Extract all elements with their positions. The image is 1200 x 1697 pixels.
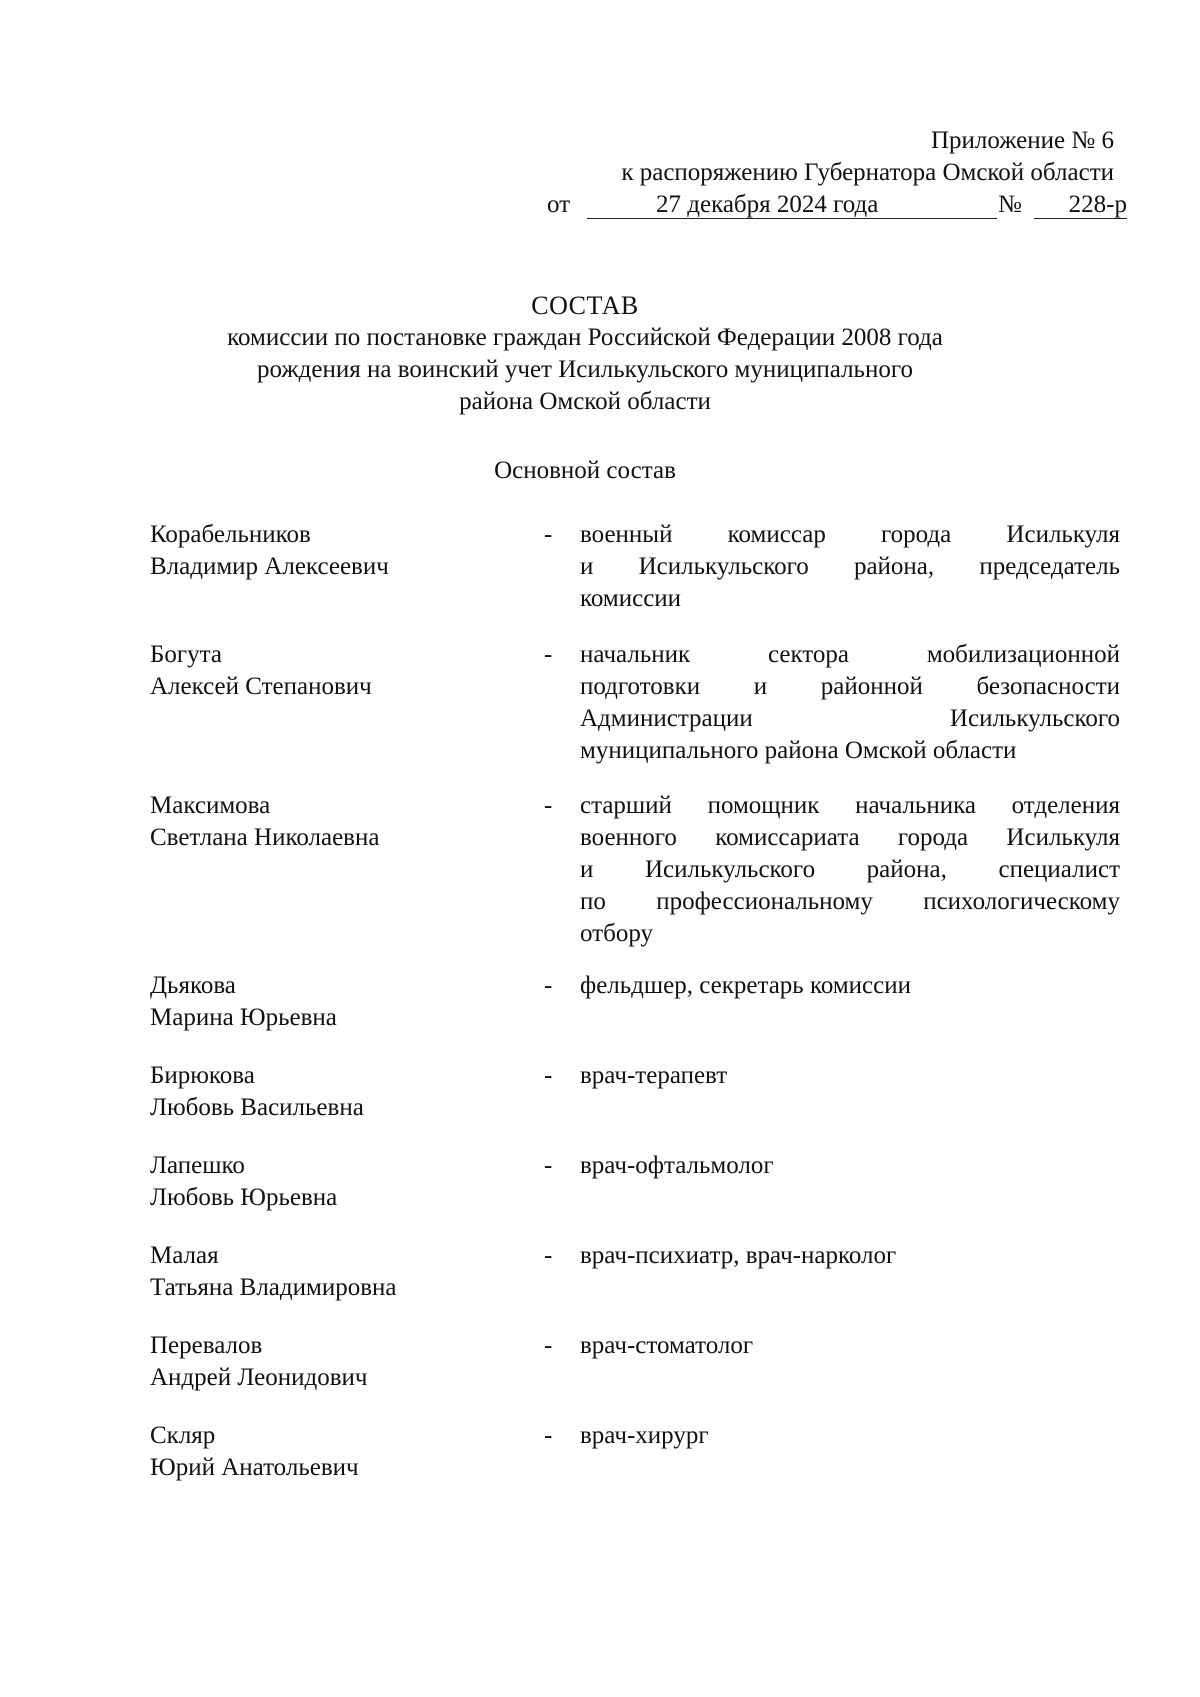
member-dash: - [544,521,553,548]
member-dash: - [544,972,553,999]
member-role [580,970,1120,1002]
member-surname: Бирюкова [150,1062,255,1089]
role-line: врач-офтальмолог [580,1152,774,1179]
member-name [150,519,530,583]
document-subtitle-line: комиссии по постановке граждан Российской Федерации 2008 года [227,324,943,351]
member-dash: - [544,1242,553,1269]
role-line: и Исилькульского района, специалист [580,856,1120,883]
date-field [587,189,997,219]
member-role [580,1330,1120,1362]
member-surname: Максимова [150,792,271,819]
member-dash: - [544,1332,553,1359]
member-role [580,1060,1120,1092]
role-line: врач-хирург [580,1422,709,1449]
member-name [150,790,530,854]
appendix-line: Приложение № 6 [930,127,1114,154]
role-line: подготовки и районной безопасности [580,673,1120,700]
order-date: 27 декабря 2024 года [656,191,879,218]
document-title: СОСТАВ [531,291,639,320]
role-line: врач-психиатр, врач-нарколог [580,1242,897,1269]
role-line: отбору [580,920,653,947]
section-title: Основной состав [494,457,676,484]
appendix-header [474,125,1114,189]
document-subtitle-line: рождения на воинский учет Исилькульского муниципального [257,356,913,383]
member-given-names: Любовь Васильевна [150,1094,364,1121]
order-number: 228-р [1068,191,1127,218]
role-line: военного комиссариата города Исилькуля [580,824,1120,851]
member-given-names: Любовь Юрьевна [150,1184,338,1211]
member-name [150,970,530,1034]
role-line: военный комиссар города Исилькуля [580,521,1120,548]
member-dash: - [544,641,553,668]
order-date-line [547,189,1127,223]
member-role [580,1150,1120,1182]
member-given-names: Андрей Леонидович [150,1364,368,1391]
member-role [580,1420,1120,1452]
date-prefix: от [547,191,571,218]
member-role [580,519,1120,615]
member-name [150,1420,530,1484]
document-subtitle-line: района Омской области [459,388,711,415]
role-line: комиссии [580,585,682,612]
member-surname: Перевалов [150,1332,263,1359]
member-name [150,1150,530,1214]
member-role [580,1240,1120,1272]
document-heading [150,290,1020,418]
member-surname: Богута [150,641,222,668]
member-surname: Малая [150,1242,219,1269]
role-line: и Исилькульского района, председатель [580,553,1120,580]
member-name [150,1330,530,1394]
member-surname: Скляр [150,1422,216,1449]
member-surname: Дьякова [150,972,236,999]
member-given-names: Светлана Николаевна [150,824,380,851]
role-line: врач-стоматолог [580,1332,754,1359]
member-role [580,639,1120,767]
member-dash: - [544,1422,553,1449]
member-given-names: Татьяна Владимировна [150,1274,397,1301]
role-line: врач-терапевт [580,1062,728,1089]
role-line: начальник сектора мобилизационной [580,641,1120,668]
member-name [150,639,530,703]
appendix-line: к распоряжению Губернатора Омской области [621,159,1114,186]
role-line: по профессиональному психологическому [580,888,1120,915]
number-field [1034,189,1127,219]
member-given-names: Владимир Алексеевич [150,553,389,580]
member-dash: - [544,792,553,819]
member-surname: Лапешко [150,1152,245,1179]
member-given-names: Алексей Степанович [150,673,372,700]
number-sign: № [998,191,1022,218]
member-given-names: Юрий Анатольевич [150,1454,359,1481]
member-given-names: Марина Юрьевна [150,1004,337,1031]
member-dash: - [544,1152,553,1179]
role-line: старший помощник начальника отделения [580,792,1120,819]
member-surname: Корабельников [150,521,311,548]
member-dash: - [544,1062,553,1089]
role-line: муниципального района Омской области [580,737,1017,764]
role-line: фельдшер, секретарь комиссии [580,972,912,999]
member-name [150,1240,530,1304]
member-name [150,1060,530,1124]
role-line: Администрации Исилькульского [580,705,1120,732]
member-role [580,790,1120,950]
